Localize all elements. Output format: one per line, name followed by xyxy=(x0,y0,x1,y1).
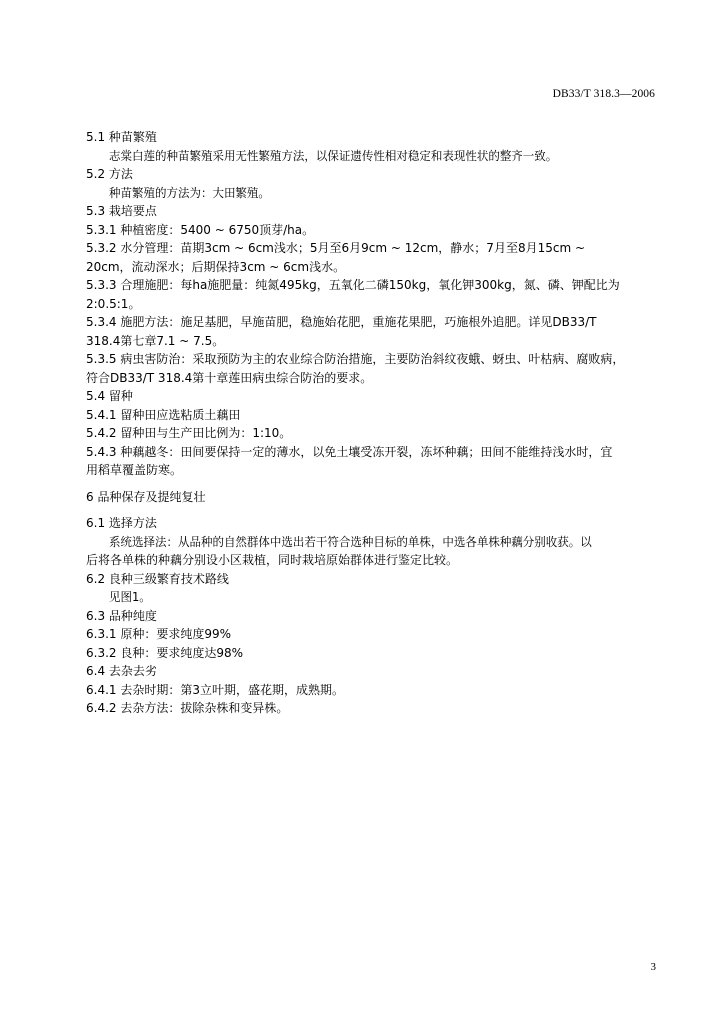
section-heading: 6.2 良种三级繁育技术路线 xyxy=(86,571,229,586)
paragraph-line: 志棠白莲的种苗繁殖采用无性繁殖方法，以保证遗传性相对稳定和表现性状的整齐一致。 xyxy=(108,148,558,163)
clause-line: 6.3.2 良种：要求纯度达98% xyxy=(86,645,244,660)
paragraph-line: 种苗繁殖的方法为：大田繁殖。 xyxy=(108,185,270,200)
paragraph-line: 见图1。 xyxy=(108,590,151,604)
clause-continuation: 318.4第七章7.1 ~ 7.5。 xyxy=(86,333,225,348)
clause-continuation: 2:0.5:1。 xyxy=(86,296,141,311)
clause-line: 5.3.1 种植密度：5400 ~ 6750顶芽/ha。 xyxy=(86,222,315,237)
chapter-heading: 6 品种保存及提纯复壮 xyxy=(86,489,206,504)
clause-line: 5.3.3 合理施肥：每ha施肥量：纯氮495kg，五氧化二磷150kg，氧化钾300kg，氮、磷、钾配比为 xyxy=(86,278,620,292)
clause-line: 6.4.1 去杂时期：第3立叶期，盛花期，成熟期。 xyxy=(86,682,344,697)
clause-line: 6.3.1 原种：要求纯度99% xyxy=(86,627,232,641)
section-heading: 6.1 选择方法 xyxy=(86,516,157,530)
clause-line: 6.4.2 去杂方法：拔除杂株和变异株。 xyxy=(86,701,289,715)
clause-continuation: 20cm，流动深水；后期保持3cm ~ 6cm浅水。 xyxy=(86,259,346,274)
document-code: DB33/T 318.3—2006 xyxy=(552,88,655,100)
page-number: 3 xyxy=(650,961,656,973)
clause-line: 5.3.2 水分管理：苗期3cm ~ 6cm浅水；5月至6月9cm ~ 12cm，静水；7月至8月15cm ~ xyxy=(86,241,586,255)
clause-continuation: 用稻草覆盖防寒。 xyxy=(86,463,183,477)
clause-line: 5.3.5 病虫害防治：采取预防为主的农业综合防治措施，主要防治斜纹夜蛾、蚜虫、叶枯病、腐败病， xyxy=(86,352,625,366)
section-heading: 5.2 方法 xyxy=(86,167,133,181)
clause-line: 5.4.2 留种田与生产田比例为：1:10。 xyxy=(86,426,292,440)
section-heading: 6.3 品种纯度 xyxy=(86,608,157,623)
clause-continuation: 符合DB33/T 318.4第十章莲田病虫综合防治的要求。 xyxy=(86,370,373,385)
paragraph-continuation: 后将各单株的种藕分别设小区栽植，同时栽培原始群体进行鉴定比较。 xyxy=(86,553,459,567)
clause-line: 5.3.4 施肥方法：施足基肥，早施苗肥，稳施始花肥，重施花果肥，巧施根外追肥。详见DB33/T xyxy=(86,315,597,329)
section-heading: 5.4 留种 xyxy=(86,389,133,403)
clause-line: 5.4.3 种藕越冬：田间要保持一定的薄水，以免土壤受冻开裂，冻坏种藕；田间不能维持浅水时，宜 xyxy=(86,444,613,459)
section-heading: 5.3 栽培要点 xyxy=(86,204,157,218)
document-body xyxy=(86,128,656,718)
section-heading: 6.4 去杂去劣 xyxy=(86,664,157,678)
section-heading: 5.1 种苗繁殖 xyxy=(86,130,157,144)
clause-line: 5.4.1 留种田应选粘质土藕田 xyxy=(86,407,241,422)
paragraph-line: 系统选择法：从品种的自然群体中选出若干符合选种目标的单株，中选各单株种藕分别收获。以 xyxy=(108,534,592,549)
